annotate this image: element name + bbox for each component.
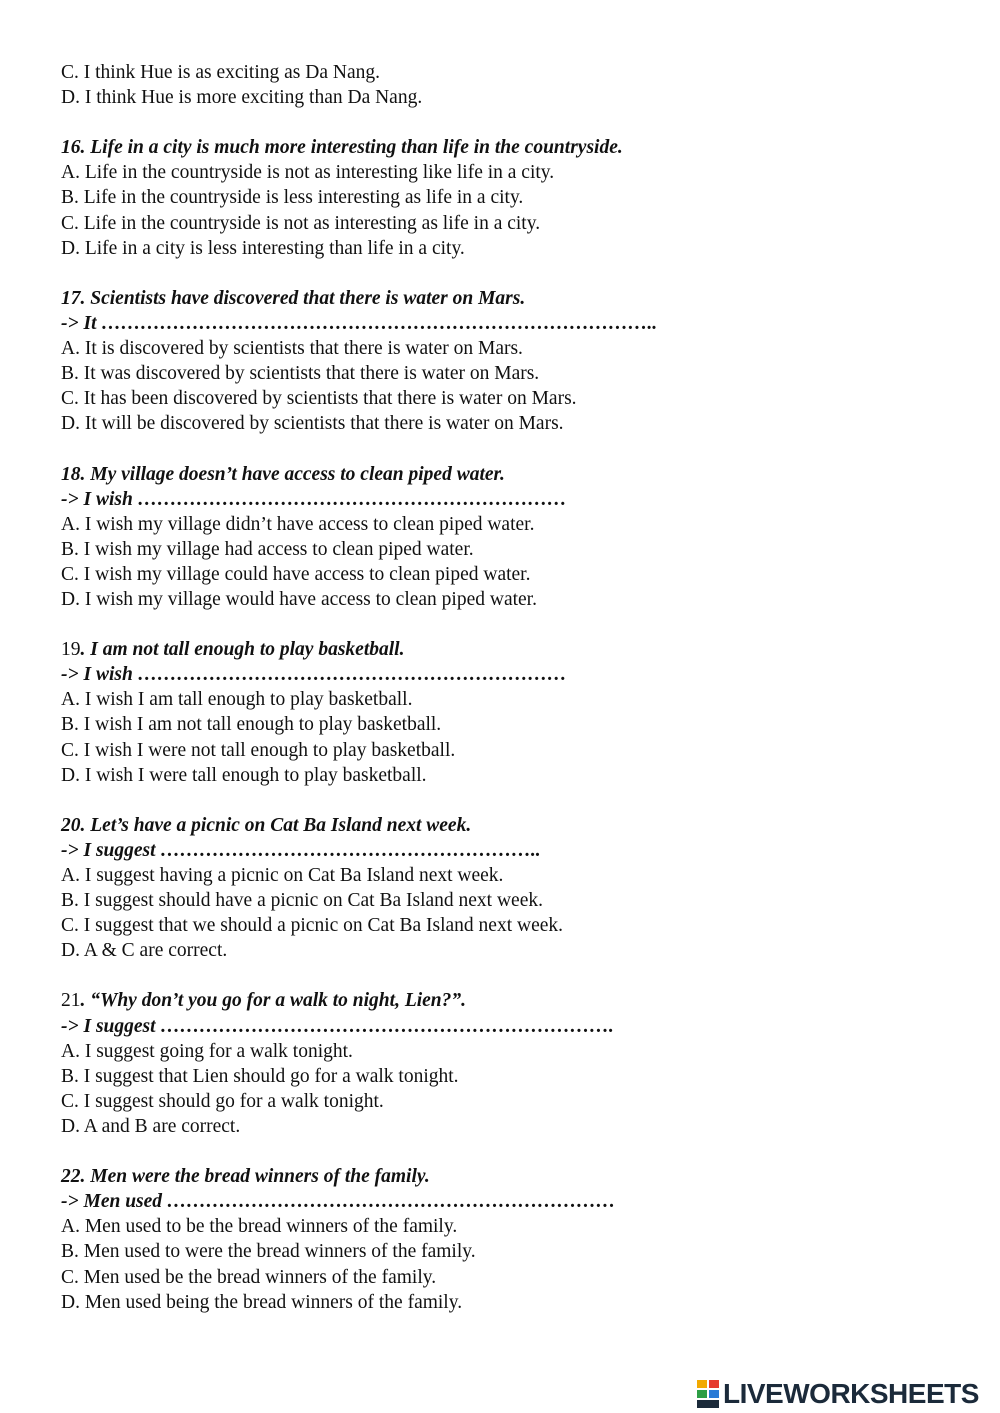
q19-number: 19	[61, 639, 81, 661]
q17-option-c: C. It has been discovered by scientists that there is water on Mars.	[61, 388, 577, 410]
q18-prompt	[61, 462, 961, 487]
q17-option-d: D. It will be discovered by scientists that there is water on Mars.	[61, 413, 564, 435]
q22-prompt	[61, 1164, 961, 1189]
q16-prompt	[61, 135, 961, 160]
q21-number: 21	[61, 990, 81, 1012]
q18-option-b: B. I wish my village had access to clean piped water.	[61, 538, 474, 560]
q20-option-d: D. A & C are correct.	[61, 940, 228, 962]
q22-option-c: C. Men used be the bread winners of the family.	[61, 1266, 437, 1288]
spacer	[61, 612, 961, 637]
q21-option-c: C. I suggest should go for a walk tonight.	[61, 1090, 384, 1112]
q18-option-c: C. I wish my village could have access to clean piped water.	[61, 563, 531, 585]
worksheet-content	[61, 60, 961, 1315]
q22-number: 22.	[61, 1166, 86, 1188]
q18-prompt-text: My village doesn’t have access to clean piped water.	[90, 463, 505, 485]
spacer	[61, 963, 961, 988]
q18-stem: -> I wish …………………………………………………………	[61, 488, 567, 510]
q21-option-a: A. I suggest going for a walk tonight.	[61, 1040, 353, 1062]
q22-prompt-text: Men were the bread winners of the family.	[90, 1166, 430, 1188]
q18-number: 18.	[61, 463, 86, 485]
liveworksheets-logo	[697, 1377, 979, 1411]
q19-option-b: B. I wish I am not tall enough to play basketball.	[61, 714, 442, 736]
q20-prompt-text: Let’s have a picnic on Cat Ba Island next week.	[90, 814, 472, 836]
q20-option-b: B. I suggest should have a picnic on Cat Ba Island next week.	[61, 890, 543, 912]
spacer	[61, 436, 961, 461]
q17-stem: -> It …………………………………………………………………………..	[61, 312, 658, 334]
q20-option-a: A. I suggest having a picnic on Cat Ba Island next week.	[61, 865, 504, 886]
q20-stem: -> I suggest …………………………………………………..	[61, 839, 541, 861]
q17-number: 17.	[61, 287, 86, 309]
q20-option-c: C. I suggest that we should a picnic on Cat Ba Island next week.	[61, 915, 564, 937]
spacer	[61, 788, 961, 813]
q22-option-d: D. Men used being the bread winners of the family.	[61, 1291, 463, 1313]
q19-prompt-text: . I am not tall enough to play basketball.	[80, 639, 405, 661]
q16-number: 16.	[61, 137, 86, 159]
q21-stem: -> I suggest …………………………………………………………….	[61, 1015, 614, 1037]
q19-option-a: A. I wish I am tall enough to play basketball.	[61, 689, 413, 711]
q22-option-b: B. Men used to were the bread winners of the family.	[61, 1241, 476, 1263]
q16-option-a: A. Life in the countryside is not as interesting like life in a city.	[61, 162, 555, 184]
spacer	[61, 1139, 961, 1164]
q16-option-b: B. Life in the countryside is less interesting as life in a city.	[61, 187, 524, 209]
q16-option-d: D. Life in a city is less interesting than life in a city.	[61, 237, 465, 259]
q17-prompt-text: Scientists have discovered that there is water on Mars.	[90, 287, 526, 309]
q15-option-c: C. I think Hue is as exciting as Da Nang.	[61, 62, 380, 83]
q16-prompt-text: Life in a city is much more interesting than life in the countryside.	[90, 137, 623, 159]
q20-prompt	[61, 813, 961, 838]
q19-stem: -> I wish …………………………………………………………	[61, 664, 567, 686]
q17-option-a: A. It is discovered by scientists that there is water on Mars.	[61, 338, 523, 360]
q19-prompt	[61, 637, 961, 662]
q21-prompt	[61, 988, 961, 1013]
q17-option-b: B. It was discovered by scientists that there is water on Mars.	[61, 363, 540, 385]
liveworksheets-logo-text: LIVEWORKSHEETS	[723, 1378, 979, 1409]
liveworksheets-logo-icon	[697, 1380, 719, 1408]
q15-option-d: D. I think Hue is more exciting than Da Nang.	[61, 87, 423, 109]
q22-option-a: A. Men used to be the bread winners of the family.	[61, 1216, 458, 1238]
q18-option-d: D. I wish my village would have access to clean piped water.	[61, 588, 537, 610]
q22-stem: -> Men used ……………………………………………………………	[61, 1191, 616, 1213]
q19-option-c: C. I wish I were not tall enough to play basketball.	[61, 739, 456, 761]
q16-option-c: C. Life in the countryside is not as interesting as life in a city.	[61, 212, 541, 234]
q20-number: 20.	[61, 814, 86, 836]
q21-option-d: D. A and B are correct.	[61, 1115, 241, 1137]
q21-option-b: B. I suggest that Lien should go for a walk tonight.	[61, 1065, 459, 1087]
spacer	[61, 261, 961, 286]
q17-prompt	[61, 286, 961, 311]
q18-option-a: A. I wish my village didn’t have access to clean piped water.	[61, 513, 535, 535]
spacer	[61, 110, 961, 135]
q21-prompt-text: . “Why don’t you go for a walk to night, Lien?”.	[80, 990, 467, 1012]
q19-option-d: D. I wish I were tall enough to play basketball.	[61, 764, 427, 786]
